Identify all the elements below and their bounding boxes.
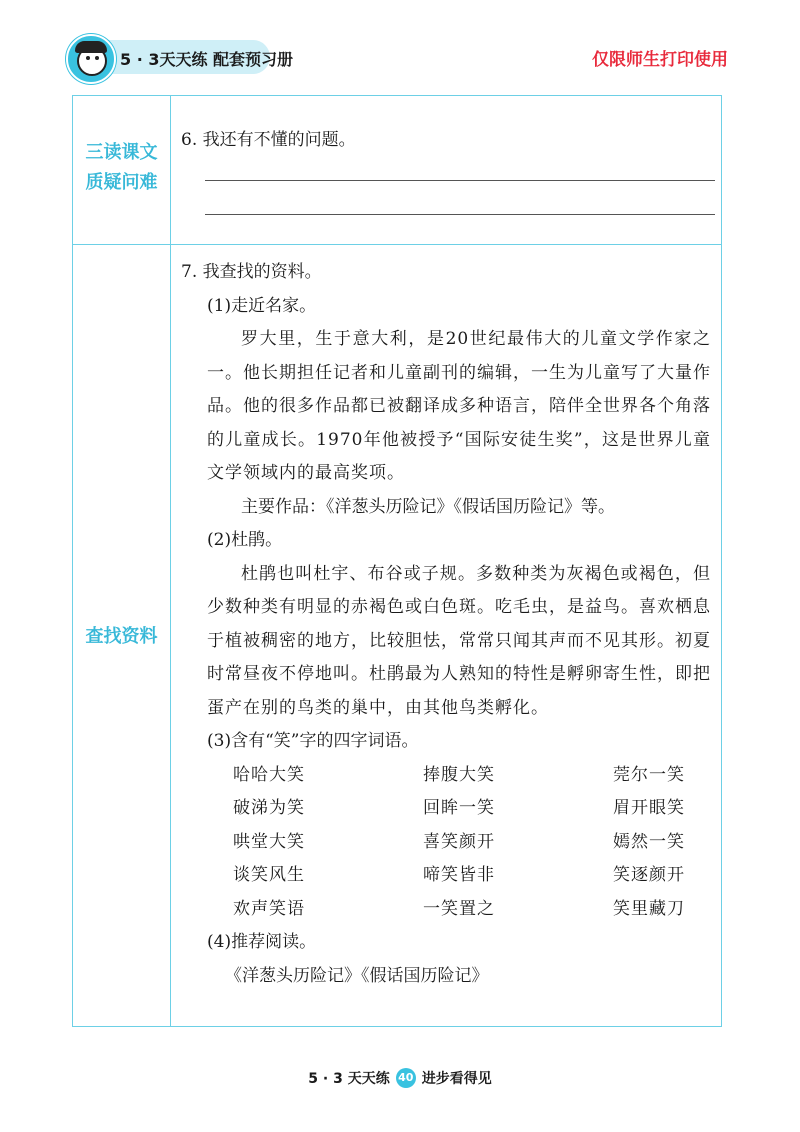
idiom-word: 哄堂大笑 (233, 831, 305, 852)
part4-title: (4)推荐阅读。 (207, 932, 317, 952)
idiom-word: 破涕为笑 (233, 798, 305, 818)
idiom-grid (181, 759, 711, 927)
part2-title: (2)杜鹃。 (207, 530, 283, 550)
footer-right: 进步看得见 (421, 1071, 492, 1087)
row1-label-line2: 质疑问难 (85, 172, 158, 193)
question-6: 6. 我还有不懂的问题。 (181, 130, 356, 150)
row1-label (73, 138, 170, 198)
mascot-logo-icon (66, 34, 116, 84)
idiom-word: 欢声笑语 (233, 898, 305, 919)
idiom-word: 笑里藏刀 (613, 898, 685, 919)
idiom-word: 回眸一笑 (423, 798, 495, 818)
idiom-word: 眉开眼笑 (613, 798, 685, 818)
worksheet-table (72, 95, 722, 1027)
part1-title: (1)走近名家。 (207, 295, 317, 316)
row-divider (73, 244, 721, 245)
footer-left: 5 · 3 天天练 (308, 1071, 390, 1087)
row1-label-line1: 三读课文 (85, 142, 158, 163)
series-title: 5 · 3天天练 配套预习册 (120, 50, 294, 69)
idiom-word: 嫣然一笑 (613, 831, 685, 852)
idiom-word: 哈哈大笑 (233, 764, 305, 785)
part2-text: 杜鹃也叫杜宇、布谷或子规。多数种类为灰褐色或褐色，但少数种类有明显的赤褐色或白色斑。吃毛虫，是益鸟。喜欢栖息于植被稠密的地方，比较胆怯，常常只闻其声而不见其形。初夏时常昼夜不停地叫。杜鹃最为人熟知的特性是孵卵寄生性，即把蛋产在别的鸟类的巢中，由其他鸟类孵化。 (207, 563, 711, 718)
answer-line-2[interactable] (205, 214, 715, 215)
part3-title: (3)含有“笑”字的四字词语。 (207, 731, 419, 751)
part1-text: 罗大里，生于意大利，是20世纪最伟大的儿童文学作家之一。他长期担任记者和儿童副刊的编辑，一生为儿童写了大量作品。他的很多作品都已被翻译成多种语言，陪伴全世界各个角落的儿童成长。1970年他被授予“国际安徒生奖”，这是世界儿童文学领域内的最高奖项。 (207, 329, 711, 483)
answer-line-1[interactable] (205, 180, 715, 181)
column-divider (170, 96, 171, 1026)
row2-label: 查找资料 (85, 626, 158, 647)
reference-section (181, 256, 711, 993)
page-number: 40 (396, 1068, 416, 1088)
idiom-word: 莞尔一笑 (613, 764, 685, 785)
idiom-word: 谈笑风生 (233, 865, 305, 885)
idiom-word: 啼笑皆非 (423, 865, 495, 885)
print-restriction-notice: 仅限师生打印使用 (592, 50, 728, 70)
idiom-word: 喜笑颜开 (423, 831, 495, 852)
idiom-word: 一笑置之 (423, 898, 495, 919)
part4-books: 《洋葱头历险记》《假话国历险记》 (225, 965, 489, 986)
idiom-word: 笑逐颜开 (613, 865, 685, 885)
question-7: 7. 我查找的资料。 (181, 262, 322, 282)
idiom-word: 捧腹大笑 (423, 764, 495, 785)
page-footer (0, 1068, 800, 1088)
part1-works: 主要作品：《洋葱头历险记》《假话国历险记》等。 (241, 496, 615, 517)
